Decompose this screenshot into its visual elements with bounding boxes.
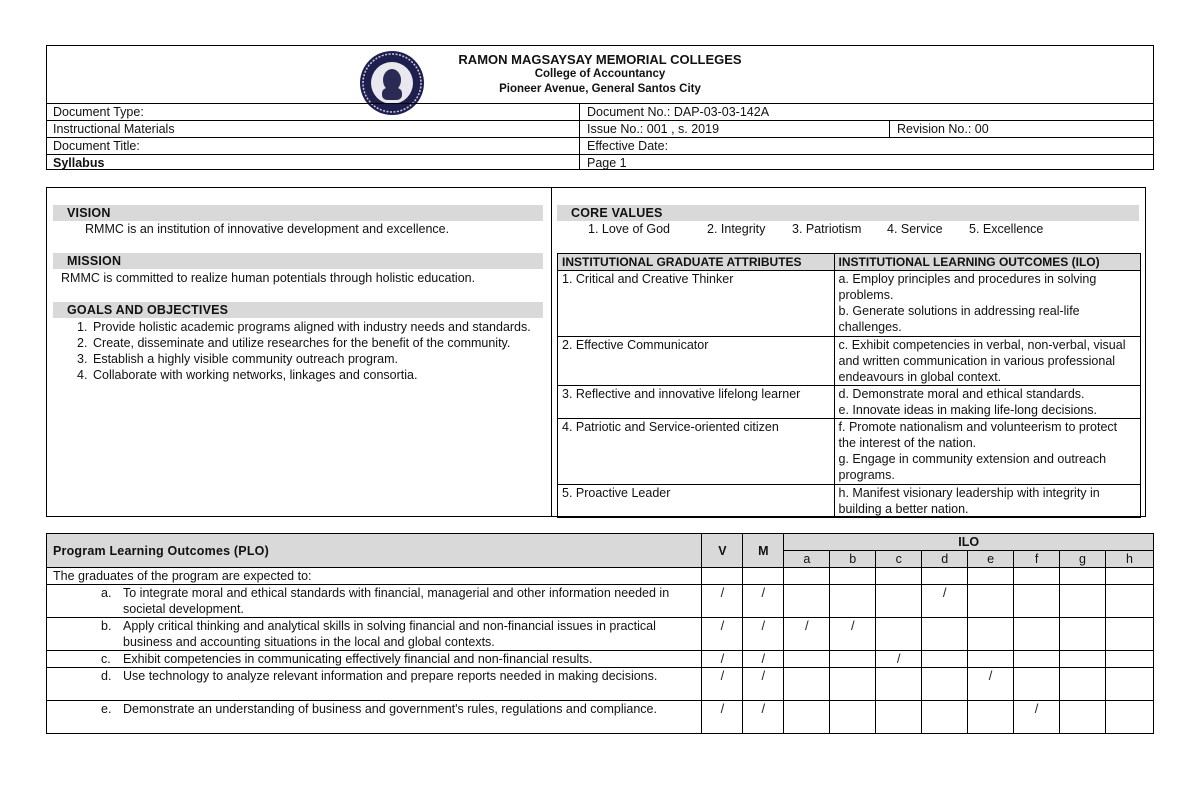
ilo-a-check-cell: /	[784, 618, 830, 651]
list-item: 2. Create, disseminate and utilize researches for the benefit of the community.	[77, 336, 511, 350]
mission-heading: MISSION	[53, 253, 543, 269]
header-row-3	[47, 137, 1153, 154]
ilo-g-check-cell	[1060, 701, 1106, 734]
ilo-b-check-cell: /	[830, 618, 876, 651]
ilo-h-check-cell	[1105, 668, 1153, 701]
ilo-h-check-cell	[1105, 618, 1153, 651]
table-row	[47, 668, 1154, 701]
plo-outcome-number: b.	[101, 619, 112, 633]
table-row	[47, 701, 1154, 734]
mission-text: RMMC is committed to realize human potentials through holistic education.	[61, 271, 476, 285]
plo-outcome	[47, 585, 702, 618]
ilo-g-check-cell	[1060, 618, 1106, 651]
vision-text: RMMC is an institution of innovative development and excellence.	[85, 222, 450, 236]
doc-title-label: Document Title:	[53, 139, 140, 153]
m-check-cell: /	[743, 668, 784, 701]
ilo-letter-header: e	[968, 551, 1014, 568]
goals-heading: GOALS AND OBJECTIVES	[53, 302, 543, 318]
attribute-cell: 1. Critical and Creative Thinker	[558, 271, 835, 337]
header-row-1	[47, 103, 1153, 120]
list-item: 4. Collaborate with working networks, linkages and consortia.	[77, 368, 418, 382]
plo-outcome-text: Use technology to analyze relevant information and prepare reports needed in making decisions.	[123, 669, 658, 683]
header-row-4	[47, 154, 1153, 171]
ilo-letter-header: c	[876, 551, 922, 568]
ilo-letter-header: a	[784, 551, 830, 568]
ilo-a-check-cell	[784, 651, 830, 668]
institution-name: RAMON MAGSAYSAY MEMORIAL COLLEGES	[458, 52, 742, 67]
v-check-cell: /	[702, 668, 743, 701]
ilo-letter-header: f	[1014, 551, 1060, 568]
plo-outcome-text: To integrate moral and ethical standards with financial, managerial and other information needed in societal development.	[123, 586, 670, 616]
core-value-item: 4. Service	[887, 222, 943, 236]
v-check-cell: /	[702, 701, 743, 734]
plo-outcome-number: e.	[101, 702, 112, 716]
m-check-cell: /	[743, 585, 784, 618]
plo-outcome-number: d.	[101, 669, 112, 683]
ilo-d-check-cell: /	[922, 585, 968, 618]
v-check-cell: /	[702, 585, 743, 618]
ilo-a-check-cell	[784, 701, 830, 734]
ilo-h-check-cell	[1105, 585, 1153, 618]
revision-no: Revision No.: 00	[897, 122, 989, 136]
ilo-b-check-cell	[830, 701, 876, 734]
table-row	[558, 386, 1141, 419]
instructional-materials: Instructional Materials	[53, 122, 175, 136]
ilo-h-check-cell	[1105, 701, 1153, 734]
table-row	[47, 651, 1154, 668]
plo-outcome-number: a.	[101, 586, 112, 600]
attribute-cell: 5. Proactive Leader	[558, 485, 835, 518]
plo-outcome	[47, 651, 702, 668]
ilo-e-check-cell	[968, 651, 1014, 668]
core-value-item: 5. Excellence	[969, 222, 1044, 236]
plo-table	[46, 533, 1154, 734]
core-values-heading: CORE VALUES	[557, 205, 1139, 221]
plo-outcome-text: Exhibit competencies in communicating effectively financial and non-financial results.	[123, 652, 593, 666]
core-value-item: 3. Patriotism	[792, 222, 862, 236]
ilo-c-check-cell	[876, 585, 922, 618]
header-row-2	[47, 120, 1153, 137]
plo-intro: The graduates of the program are expected to:	[47, 568, 702, 585]
ilo-c-check-cell	[876, 668, 922, 701]
core-value-item: 1. Love of God	[588, 222, 671, 236]
plo-outcome-text: Demonstrate an understanding of business and government's rules, regulations and compliance.	[123, 702, 657, 716]
plo-outcome-number: c.	[101, 652, 111, 666]
outcome-cell: h. Manifest visionary leadership with integrity in building a better nation.	[834, 485, 1140, 518]
ilo-e-check-cell	[968, 701, 1014, 734]
ilo-letter-header: g	[1060, 551, 1106, 568]
ilo-b-check-cell	[830, 651, 876, 668]
college-name: College of Accountancy	[534, 68, 666, 80]
ilo-table-header-attributes: INSTITUTIONAL GRADUATE ATTRIBUTES	[558, 254, 835, 271]
table-row	[47, 618, 1154, 651]
attribute-cell: 3. Reflective and innovative lifelong learner	[558, 386, 835, 419]
ilo-f-check-cell	[1014, 651, 1060, 668]
plo-outcome-text: Apply critical thinking and analytical skills in solving financial and non-financial issues in practical business and accounting situations in the local and global contexts.	[123, 619, 656, 649]
ilo-b-check-cell	[830, 585, 876, 618]
ilo-d-check-cell	[922, 701, 968, 734]
ilo-f-check-cell	[1014, 585, 1060, 618]
table-row	[558, 337, 1141, 386]
vision-mission-panel	[46, 187, 1146, 517]
table-row	[558, 485, 1141, 518]
v-check-cell: /	[702, 651, 743, 668]
outcome-cell: a. Employ principles and procedures in solving problems. b. Generate solutions in addressing real-life challenges.	[834, 271, 1140, 337]
vision-heading: VISION	[53, 205, 543, 221]
ilo-d-check-cell	[922, 668, 968, 701]
ilo-table-header-outcomes: INSTITUTIONAL LEARNING OUTCOMES (ILO)	[834, 254, 1140, 271]
list-item: 3. Establish a highly visible community outreach program.	[77, 352, 398, 366]
plo-outcome	[47, 618, 702, 651]
ilo-e-check-cell	[968, 585, 1014, 618]
ilo-b-check-cell	[830, 668, 876, 701]
divider	[579, 103, 580, 170]
ilo-letter-header: b	[830, 551, 876, 568]
ilo-f-check-cell	[1014, 668, 1060, 701]
ilo-h-check-cell	[1105, 651, 1153, 668]
table-row	[558, 271, 1141, 337]
ilo-e-check-cell	[968, 618, 1014, 651]
v-column-header: V	[702, 534, 743, 568]
outcome-cell: d. Demonstrate moral and ethical standards. e. Innovate ideas in making life-long decisions.	[834, 386, 1140, 419]
ilo-g-check-cell	[1060, 585, 1106, 618]
page-number: Page 1	[587, 156, 627, 170]
ilo-column-header: ILO	[784, 534, 1154, 551]
table-row	[558, 419, 1141, 485]
plo-outcome	[47, 701, 702, 734]
college-address: Pioneer Avenue, General Santos City	[499, 83, 701, 95]
divider	[889, 120, 890, 137]
m-check-cell: /	[743, 651, 784, 668]
ilo-d-check-cell	[922, 618, 968, 651]
ilo-letter-header: h	[1105, 551, 1153, 568]
m-column-header: M	[743, 534, 784, 568]
ilo-g-check-cell	[1060, 651, 1106, 668]
attribute-cell: 2. Effective Communicator	[558, 337, 835, 386]
ilo-c-check-cell	[876, 701, 922, 734]
list-item: 1. Provide holistic academic programs aligned with industry needs and standards.	[77, 320, 531, 334]
table-row	[47, 585, 1154, 618]
m-check-cell: /	[743, 701, 784, 734]
ilo-f-check-cell	[1014, 618, 1060, 651]
ilo-table	[557, 253, 1141, 518]
ilo-letter-header: d	[922, 551, 968, 568]
outcome-cell: f. Promote nationalism and volunteerism to protect the interest of the nation. g. Engage in community extension and outreach programs.	[834, 419, 1140, 485]
ilo-e-check-cell: /	[968, 668, 1014, 701]
outcome-cell: c. Exhibit competencies in verbal, non-verbal, visual and written communication in various professional endeavours in global context.	[834, 337, 1140, 386]
m-check-cell: /	[743, 618, 784, 651]
core-value-item: 2. Integrity	[707, 222, 766, 236]
plo-outcome	[47, 668, 702, 701]
v-check-cell: /	[702, 618, 743, 651]
ilo-a-check-cell	[784, 585, 830, 618]
doc-type-label: Document Type:	[53, 105, 144, 119]
ilo-a-check-cell	[784, 668, 830, 701]
plo-heading: Program Learning Outcomes (PLO)	[47, 534, 702, 568]
syllabus-title: Syllabus	[53, 156, 105, 170]
doc-no: Document No.: DAP-03-03-142A	[587, 105, 770, 119]
issue-no: Issue No.: 001 , s. 2019	[587, 122, 720, 136]
attribute-cell: 4. Patriotic and Service-oriented citizen	[558, 419, 835, 485]
divider	[551, 188, 552, 516]
effective-date: Effective Date:	[587, 139, 669, 153]
goals-list	[47, 319, 537, 383]
ilo-g-check-cell	[1060, 668, 1106, 701]
document-header	[46, 45, 1154, 170]
ilo-c-check-cell	[876, 618, 922, 651]
ilo-c-check-cell: /	[876, 651, 922, 668]
ilo-d-check-cell	[922, 651, 968, 668]
ilo-f-check-cell: /	[1014, 701, 1060, 734]
